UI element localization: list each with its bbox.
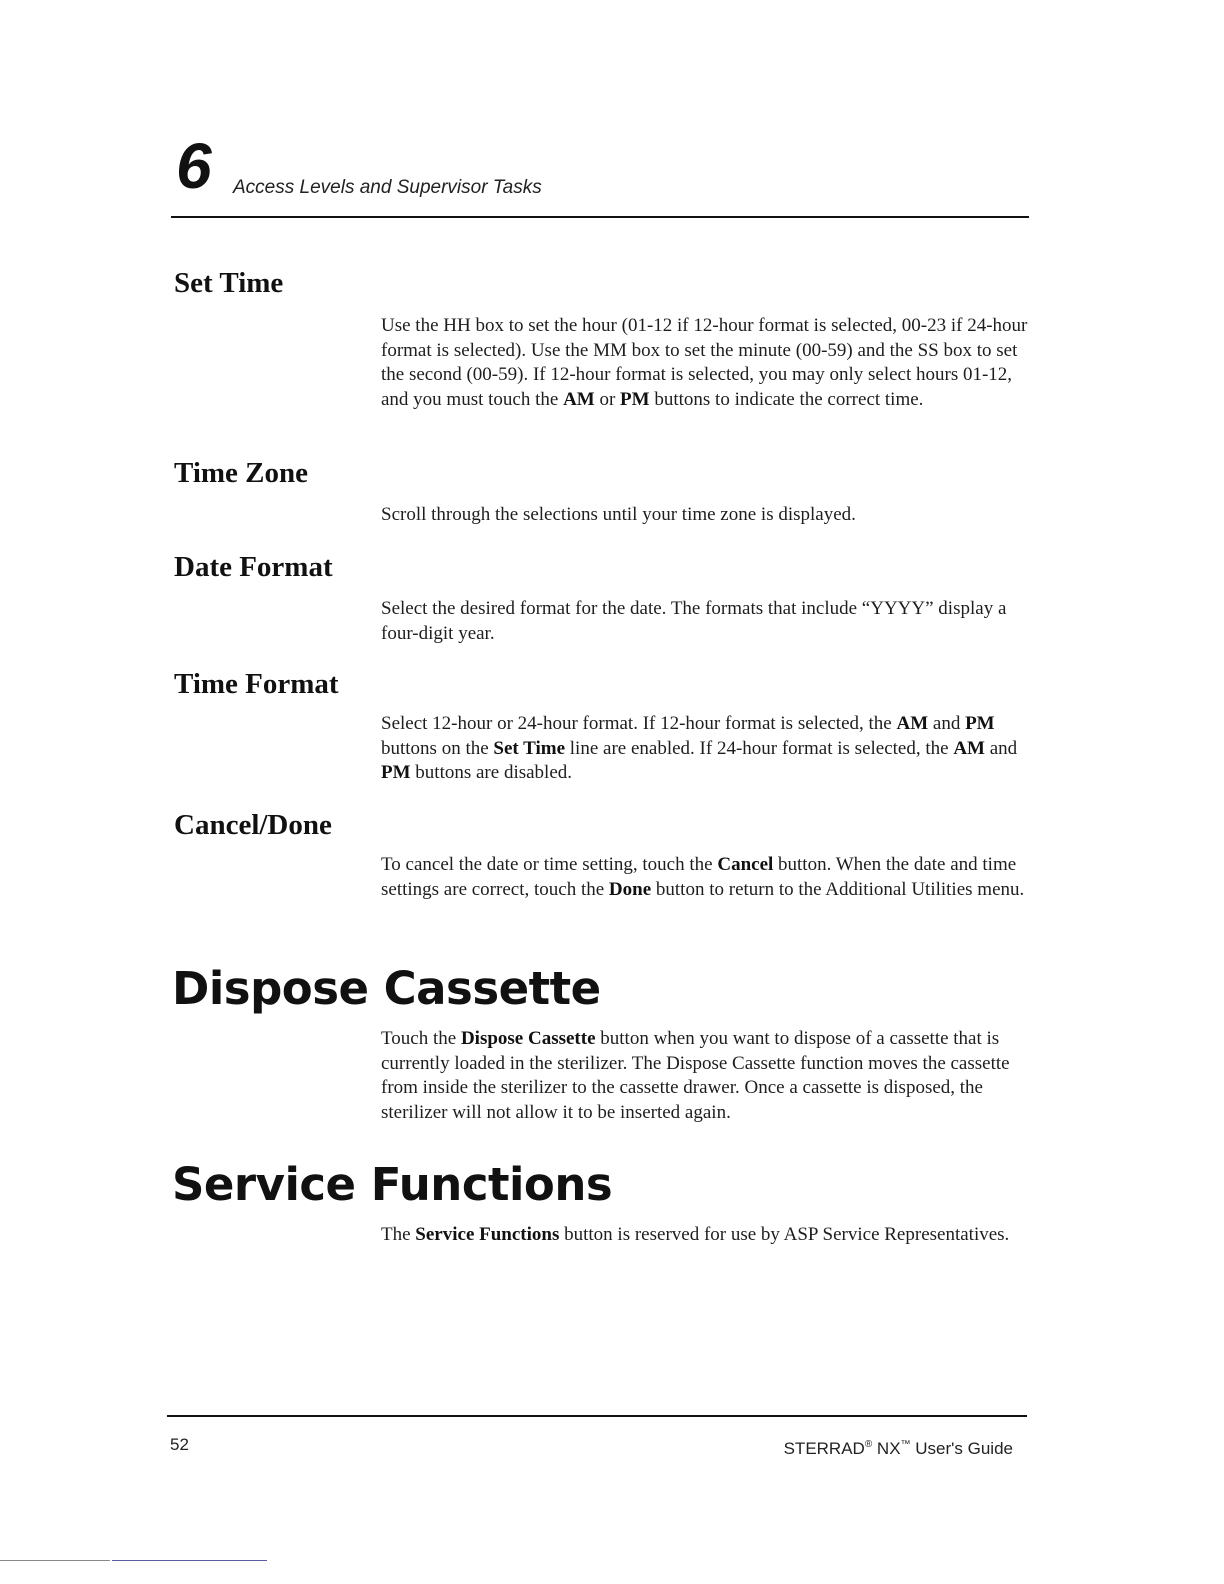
set-time-paragraph: Use the HH box to set the hour (01-12 if 12-hour format is selected, 00-23 if 24-hour format is selected). Use the MM box to set the minute (00-59) and the SS box to set the second (00-59). If 12-hour format is selected, you may only select hours 01-12, and you must touch the AM or PM buttons to indicate the correct time. xyxy=(381,315,1028,410)
time-zone-paragraph: Scroll through the selections until your time zone is displayed. xyxy=(381,504,856,525)
time-format-heading: Time Format xyxy=(174,668,339,700)
time-format-paragraph: Select 12-hour or 24-hour format. If 12-hour format is selected, the AM and PM buttons on the Set Time line are enabled. If 24-hour format is selected, the AM and PM buttons are disabled. xyxy=(381,713,1018,783)
chapter-number: 6 xyxy=(176,130,212,202)
cancel-done-paragraph: To cancel the date or time setting, touch the Cancel button. When the date and time settings are correct, touch the Done button to return to the Additional Utilities menu. xyxy=(381,854,1025,900)
service-functions-paragraph: The Service Functions button is reserved for use by ASP Service Representatives. xyxy=(381,1224,1010,1245)
time-zone-heading: Time Zone xyxy=(174,457,308,489)
date-format-paragraph: Select the desired format for the date. The formats that include “YYYY” display a four-digit year. xyxy=(381,598,1007,644)
scan-artifact-line xyxy=(0,1560,110,1561)
service-functions-heading: Service Functions xyxy=(172,1158,613,1211)
footer-rule xyxy=(167,1415,1027,1417)
header-rule xyxy=(171,216,1029,218)
guide-title: STERRAD® NX™ User's Guide xyxy=(783,1439,1013,1458)
chapter-title: Access Levels and Supervisor Tasks xyxy=(233,177,542,198)
dispose-cassette-paragraph: Touch the Dispose Cassette button when you want to dispose of a cassette that is currently loaded in the sterilizer. The Dispose Cassette function moves the cassette from inside the sterilizer to the cassette drawer. Once a cassette is disposed, the sterilizer will not allow it to be inserted again. xyxy=(381,1028,1010,1123)
dispose-cassette-heading: Dispose Cassette xyxy=(172,962,601,1015)
set-time-heading: Set Time xyxy=(174,267,284,299)
page-number: 52 xyxy=(170,1435,189,1454)
date-format-heading: Date Format xyxy=(174,551,333,583)
scan-artifact-line xyxy=(112,1560,267,1561)
cancel-done-heading: Cancel/Done xyxy=(174,809,332,841)
